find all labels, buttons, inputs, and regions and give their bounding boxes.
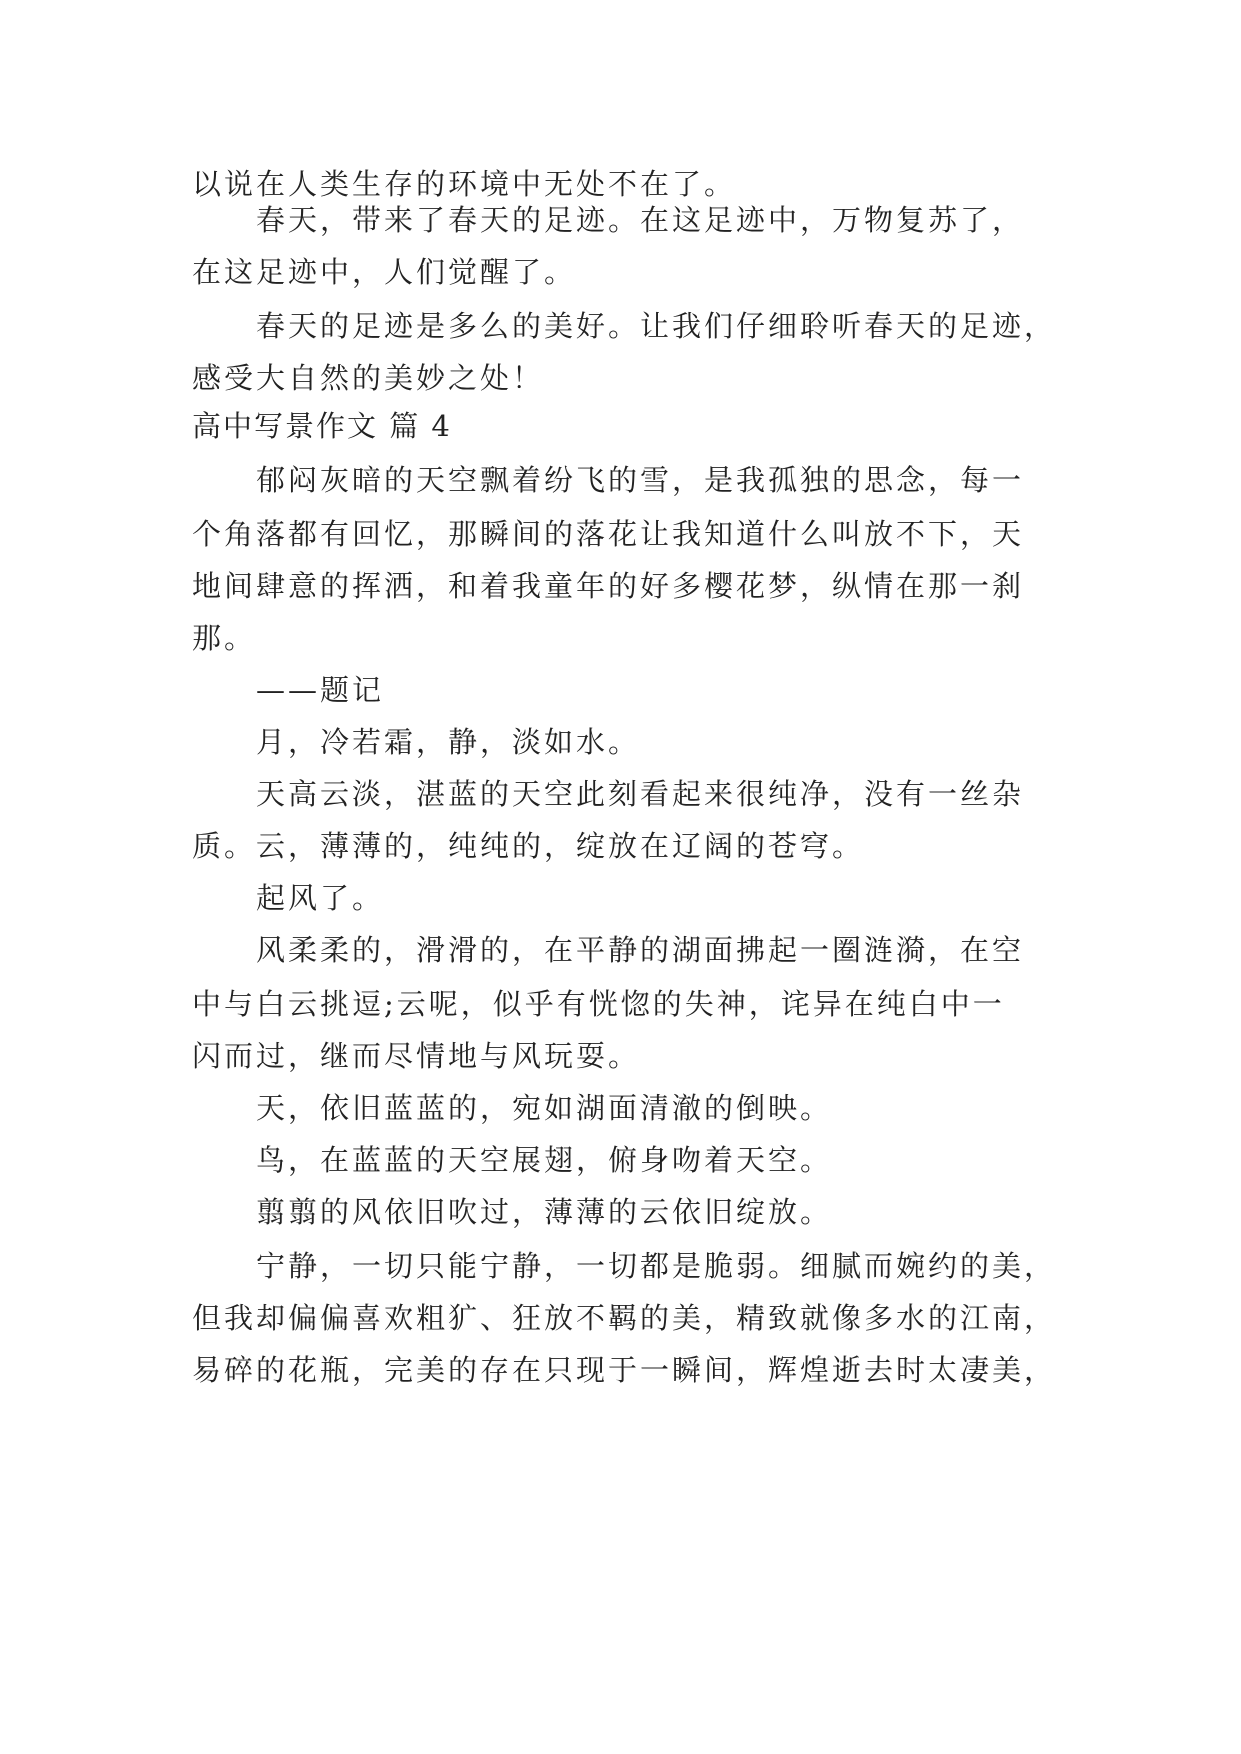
text-line: 宁静，一切只能宁静，一切都是脆弱。细腻而婉约的美， [256,1249,1057,1283]
text-line: 易碎的花瓶，完美的存在只现于一瞬间，辉煌逝去时太凄美， [192,1353,1057,1387]
text-line: 起风了。 [256,881,385,915]
text-line: 天，依旧蓝蓝的，宛如湖面清澈的倒映。 [256,1091,833,1125]
text-line: 在这足迹中，人们觉醒了。 [192,255,577,289]
text-line: 闪而过，继而尽情地与风玩耍。 [192,1039,641,1073]
text-line: 翦翦的风依旧吹过，薄薄的云依旧绽放。 [256,1195,833,1229]
text-line: 风柔柔的，滑滑的，在平静的湖面拂起一圈涟漪，在空 [256,933,1025,967]
text-line: 但我却偏偏喜欢粗犷、狂放不羁的美，精致就像多水的江南， [192,1301,1057,1335]
text-line: ——题记 [256,673,385,707]
text-line: 质。云，薄薄的，纯纯的，绽放在辽阔的苍穹。 [192,829,865,863]
text-line: 中与白云挑逗;云呢，似乎有恍惚的失神，诧异在纯白中一 [192,987,1005,1021]
section-heading: 高中写景作文 篇 4 [192,409,452,443]
text-line: 春天，带来了春天的足迹。在这足迹中，万物复苏了， [256,203,1025,237]
text-line: 感受大自然的美妙之处！ [192,361,545,395]
text-line: 春天的足迹是多么的美好。让我们仔细聆听春天的足迹， [256,309,1057,343]
text-line: 个角落都有回忆，那瞬间的落花让我知道什么叫放不下，天 [192,517,1025,551]
text-line: 郁闷灰暗的天空飘着纷飞的雪，是我孤独的思念，每一 [256,463,1025,497]
text-line: 以说在人类生存的环境中无处不在了。 [192,167,737,201]
text-line: 鸟，在蓝蓝的天空展翅，俯身吻着天空。 [256,1143,833,1177]
text-line: 月，冷若霜，静，淡如水。 [256,725,641,759]
text-line: 天高云淡，湛蓝的天空此刻看起来很纯净，没有一丝杂 [256,777,1025,811]
text-line: 地间肆意的挥洒，和着我童年的好多樱花梦，纵情在那一刹 [192,569,1025,603]
text-line: 那。 [192,621,257,655]
